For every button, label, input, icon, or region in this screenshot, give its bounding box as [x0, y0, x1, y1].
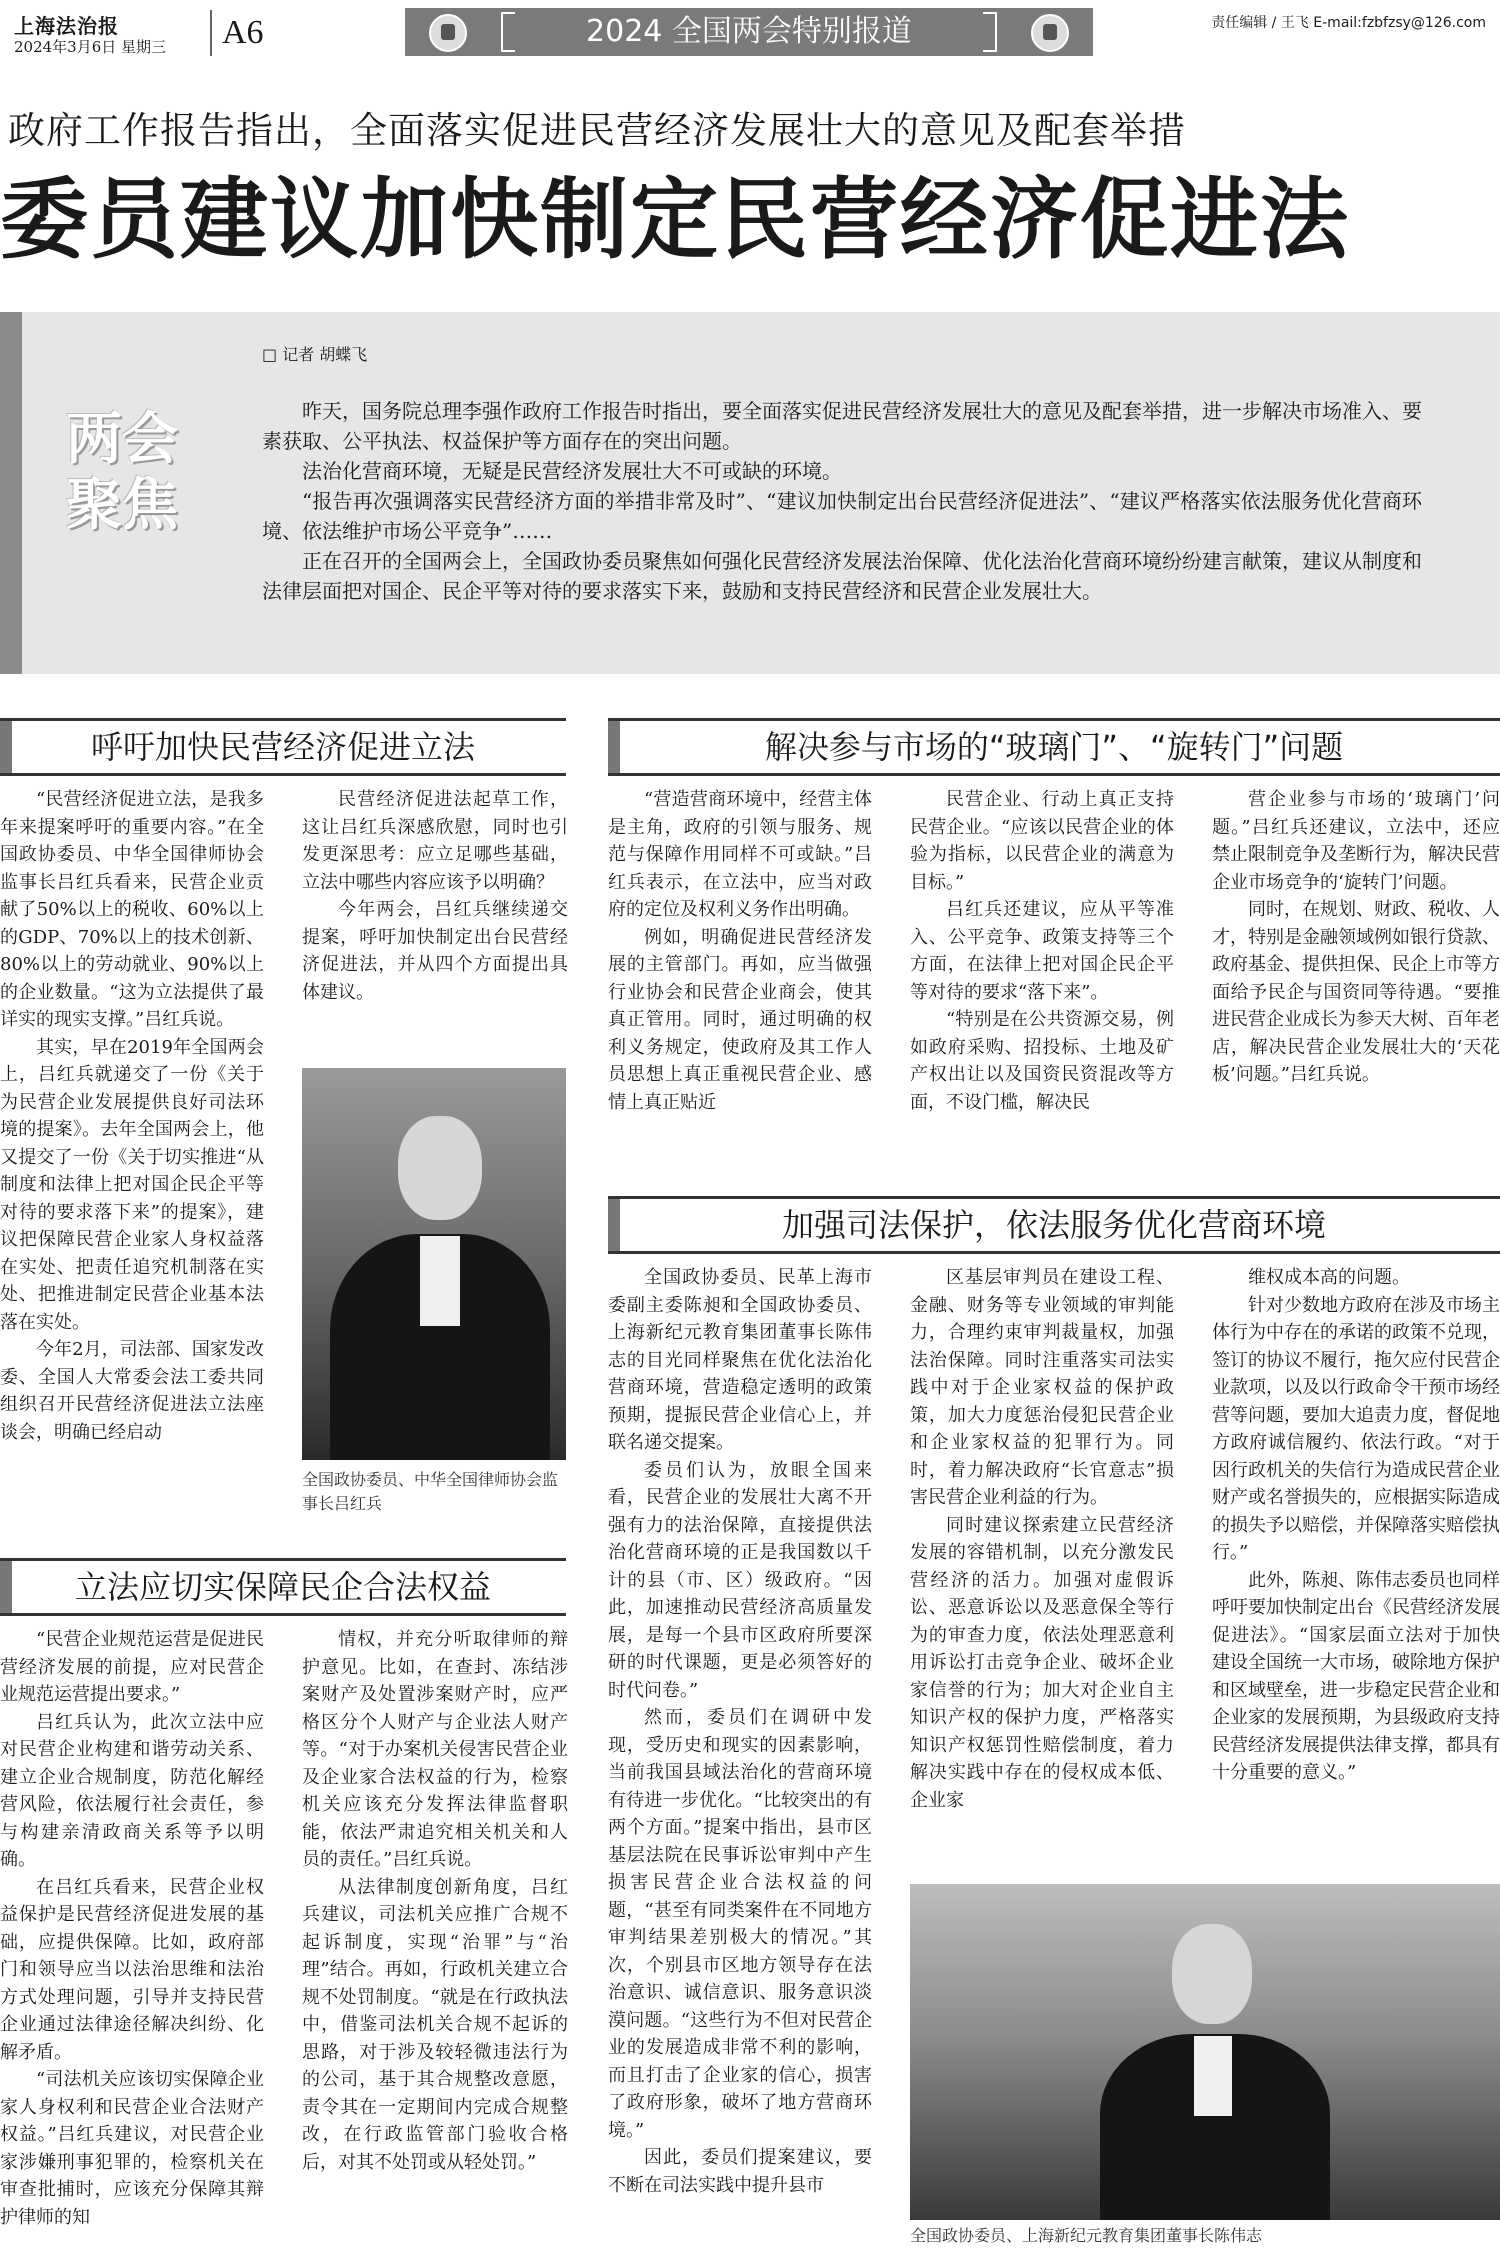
article-column: [1212, 786, 1500, 1146]
portrait-photo: [910, 1884, 1500, 2220]
portrait-photo: [302, 1068, 566, 1460]
lead-paragraph: 昨天，国务院总理李强作政府工作报告时指出，要全面落实促进民营经济发展壮大的意见及配套举措，进一步解决市场准入、要素获取、公平执法、权益保护等方面存在的突出问题。: [262, 399, 1422, 453]
paragraph: 针对少数地方政府在涉及市场主体行为中存在的承诺的政策不兑现，签订的协议不履行，拖欠应付民营企业款项，以及以行政命令干预市场经营等问题，要加大追责力度，督促地方政府诚信履约、依法行政。“对于因行政机关的失信行为造成民营企业财产或名誉损失的，应根据实际造成的损失予以赔偿，并保障落实赔偿执行。”: [1212, 1294, 1500, 1563]
paragraph: 同时，在规划、财政、税收、人才，特别是金融领域例如银行贷款、政府基金、提供担保、民企上市等方面给予民企与国资同等待遇。“要推进民营企业成长为参天大树、百年老店，解决民营企业发展壮大的‘天花板’问题。”吕红兵说。: [1212, 899, 1500, 1085]
article-column: [0, 1626, 264, 2246]
newspaper-logo: 上海法治报: [14, 14, 119, 38]
paragraph: 因此，委员们提案建议，要不断在司法实践中提升县市: [608, 2147, 872, 2196]
paragraph: “特别是在公共资源交易，例如政府采购、招投标、土地及矿产权出让以及国资民资混改等方面，不设门槛，解决民: [910, 1009, 1174, 1113]
lead-text: [262, 396, 1422, 606]
headline-kicker: 政府工作报告指出，全面落实促进民营经济发展壮大的意见及配套举措: [8, 109, 1186, 152]
section-title: 加强司法保护，依法服务优化营商环境: [781, 1206, 1326, 1244]
lead-paragraph: 法治化营商环境，无疑是民营经济发展壮大不可或缺的环境。: [302, 459, 842, 483]
paragraph: 然而，委员们在调研中发现，受历史和现实的因素影响，当前我国县域法治化的营商环境有待进一步优化。“比较突出的有两个方面。”提案中指出，县市区基层法院在民事诉讼审判中产生损害民营企业合法权益的问题，“甚至有同类案件在不同地方审判结果差别极大的情况。”其次，个别县市区地方领导存在法治意识、诚信意识、服务意识淡漠问题。“这些行为不但对民营企业的发展造成非常不利的影响，而且打击了企业家的信心，损害了政府形象，破坏了地方营商环境。”: [608, 1707, 872, 2141]
lead-paragraph: 正在召开的全国两会上，全国政协委员聚焦如何强化民营经济发展法治保障、优化法治化营商环境纷纷建言献策，建议从制度和法律层面把对国企、民企平等对待的要求落实下来，鼓励和支持民营经济和民营企业发展壮大。: [262, 549, 1422, 603]
paragraph: 例如，明确促进民营经济发展的主管部门。再如，应当做强行业协会和民营企业商会，使其真正管用。同时，通过明确的权利义务规定，使政府及其工作人员思想上真正重视民营企业、感情上真正贴近: [608, 926, 872, 1113]
banner-text: 2024 全国两会特别报道: [586, 14, 912, 49]
paragraph: 情权，并充分听取律师的辩护意见。比如，在查封、冻结涉案财产及处置涉案财产时，应严格区分个人财产与企业法人财产等。“对于办案机关侵害民营企业及企业家合法权益的行为，检察机关应该充分发挥法律监督职能，依法严肃追究相关机关和人员的责任。”吕红兵说。: [302, 1629, 568, 1870]
paragraph: 从法律制度创新角度，吕红兵建议，司法机关应推广合规不起诉制度，实现“治罪”与“治理”结合。再如，行政机关建立合规不处罚制度。“就是在行政执法中，借鉴司法机关合规不起诉的思路，对于涉及较轻微违法行为的公司，基于其合规整改意愿，责令其在一定期间内完成合规整改，在行政监管部门验收合格后，对其不处罚或从轻处罚。”: [302, 1876, 568, 2173]
paragraph: 同时建议探索建立民营经济发展的容错机制，以充分激发民营经济的活力。加强对虚假诉讼、恶意诉讼以及恶意保全等行为的审查力度，依法处理恶意利用诉讼打击竞争企业、破坏企业家信誉的行为；加大对企业自主知识产权的保护力度，严格落实知识产权惩罚性赔偿制度，着力解决实践中存在的侵权成本低、企业家: [910, 1514, 1174, 1811]
focus-badge: 两会聚焦: [66, 407, 178, 538]
masthead: [0, 0, 1500, 62]
paragraph: 在吕红兵看来，民营企业权益保护是民营经济促进发展的基础，应提供保障。比如，政府部门和领导应当以法治思维和法治方式处理问题，引导并支持民营企业通过法律途径解决纠纷、化解矛盾。: [0, 1876, 264, 2063]
paragraph: “营造营商环境中，经营主体是主角，政府的引领与服务、规范与保障作用同样不可或缺。”吕红兵表示，在立法中，应当对政府的定位及权利义务作出明确。: [608, 789, 872, 920]
photo-caption: 全国政协委员、上海新纪元教育集团董事长陈伟志: [910, 2226, 1263, 2245]
editor-credit: 责任编辑 / 王飞 E-mail:fzbfzsy@126.com: [1211, 15, 1486, 31]
paragraph: “民营经济促进立法，是我多年来提案呼吁的重要内容。”在全国政协委员、中华全国律师协会监事长吕红兵看来，民营企业贡献了50%以上的税收、60%以上的GDP、70%以上的技术创新、80%以上的劳动就业、90%以上的企业数量。“这为立法提供了最详实的现实支撑。”吕红兵说。: [0, 789, 264, 1030]
paragraph: 维权成本高的问题。: [1248, 1267, 1410, 1288]
section-title: 解决参与市场的“玻璃门”、“旋转门”问题: [764, 728, 1344, 766]
section-header: [0, 718, 566, 776]
photo-caption: 全国政协委员、中华全国律师协会监事长吕红兵: [302, 1470, 559, 1513]
paragraph: 今年两会，吕红兵继续递交提案，呼吁加快制定出台民营经济促进法，并从四个方面提出具体建议。: [302, 899, 568, 1003]
publication-date: 2024年3月6日 星期三: [14, 38, 167, 56]
paragraph: 吕红兵还建议，应从平等准入、公平竞争、政策支持等三个方面，在法律上把对国企民企平等对待的要求“落下来”。: [910, 899, 1174, 1003]
paragraph: 民营企业、行动上真正支持民营企业。“应该以民营企业的体验为指标，以民营企业的满意为目标。”: [910, 789, 1174, 893]
article-column: [302, 1626, 568, 2246]
emblem-icon: [1031, 14, 1069, 52]
paragraph: 全国政协委员、民革上海市委副主委陈昶和全国政协委员、上海新纪元教育集团董事长陈伟志的目光同样聚焦在优化法治化营商环境，营造稳定透明的政策预期，提振民营企业信心上，并联名递交提案。: [608, 1267, 872, 1453]
section-header: [608, 718, 1500, 776]
page-number: A6: [210, 10, 264, 56]
article-column: [910, 786, 1174, 1146]
article-column: [910, 1264, 1174, 1852]
bracket-right: [983, 12, 997, 52]
focus-side-bar: [0, 312, 22, 674]
main-headline: 委员建议加快制定民营经济促进法: [0, 167, 1351, 271]
paragraph: 吕红兵认为，此次立法中应对民营企业构建和谐劳动关系、建立企业合规制度，防范化解经营风险，依法履行社会责任，参与构建亲清政商关系等予以明确。: [0, 1711, 264, 1870]
article-column: [0, 786, 264, 1522]
section-title: 立法应切实保障民企合法权益: [74, 1568, 491, 1606]
byline: □ 记者 胡蝶飞: [262, 345, 368, 364]
special-report-banner: [405, 8, 1093, 56]
paragraph: 民营经济促进法起草工作，这让吕红兵深感欣慰，同时也引发更深思考：应立足哪些基础，立法中哪些内容应该予以明确？: [302, 789, 568, 893]
paragraph: “民营企业规范运营是促进民营经济发展的前提，应对民营企业规范运营提出要求。”: [0, 1629, 264, 1705]
article-column: [608, 1264, 872, 2246]
lead-paragraph: “报告再次强调落实民营经济方面的举措非常及时”、“建议加快制定出台民营经济促进法”、“建议严格落实依法服务优化营商环境、依法维护市场公平竞争”……: [262, 489, 1422, 543]
article-column: [302, 786, 568, 1026]
article-column: [608, 786, 872, 1146]
paragraph: 委员们认为，放眼全国来看，民营企业的发展壮大离不开强有力的法治保障，直接提供法治化营商环境的正是我国数以千计的县（市、区）级政府。“因此，加速推动民营经济高质量发展，是每一个县市区政府所要深研的时代课题，更是必须答好的时代问卷。”: [608, 1459, 872, 1701]
paragraph: 其实，早在2019年全国两会上，吕红兵就递交了一份《关于为民营企业发展提供良好司法环境的提案》。去年全国两会上，他又提交了一份《关于切实推进“从制度和法律上把对国企民企平等对待的要求落下来”的提案》，建议把保障民营企业家人身权益落在实处、把责任追究机制落在实处、把推进制定民营企业基本法落在实处。: [0, 1036, 264, 1333]
paragraph: “司法机关应该切实保障企业家人身权利和民营企业合法财产权益。”吕红兵建议，对民营企业家涉嫌刑事犯罪的，检察机关在审查批捕时，应该充分保障其辩护律师的知: [0, 2069, 264, 2228]
section-title: 呼吁加快民营经济促进立法: [90, 728, 475, 766]
paragraph: 此外，陈昶、陈伟志委员也同样呼吁要加快制定出台《民营经济发展促进法》。“国家层面立法对于加快建设全国统一大市场，破除地方保护和区域壁垒，进一步稳定民营企业和企业家的发展预期，为县级政府支持民营经济发展提供法律支撑，都具有十分重要的意义。”: [1212, 1569, 1500, 1783]
paragraph: 营企业参与市场的‘玻璃门’问题。”吕红兵还建议，立法中，还应禁止限制竞争及垄断行为，解决民营企业市场竞争的‘旋转门’问题。: [1212, 789, 1500, 893]
section-header: [0, 1558, 566, 1616]
paragraph: 区基层审判员在建设工程、金融、财务等专业领域的审判能力，合理约束审判裁量权，加强法治保障。同时注重落实司法实践中对于企业家权益的保护政策，加大力度惩治侵犯民营企业和企业家权益的犯罪行为。同时，着力解决政府“长官意志”损害民营企业利益的行为。: [910, 1267, 1174, 1508]
section-header: [608, 1196, 1500, 1254]
article-column: [1212, 1264, 1500, 1852]
paragraph: 今年2月，司法部、国家发改委、全国人大常委会法工委共同组织召开民营经济促进法立法座谈会，明确已经启动: [0, 1339, 264, 1443]
